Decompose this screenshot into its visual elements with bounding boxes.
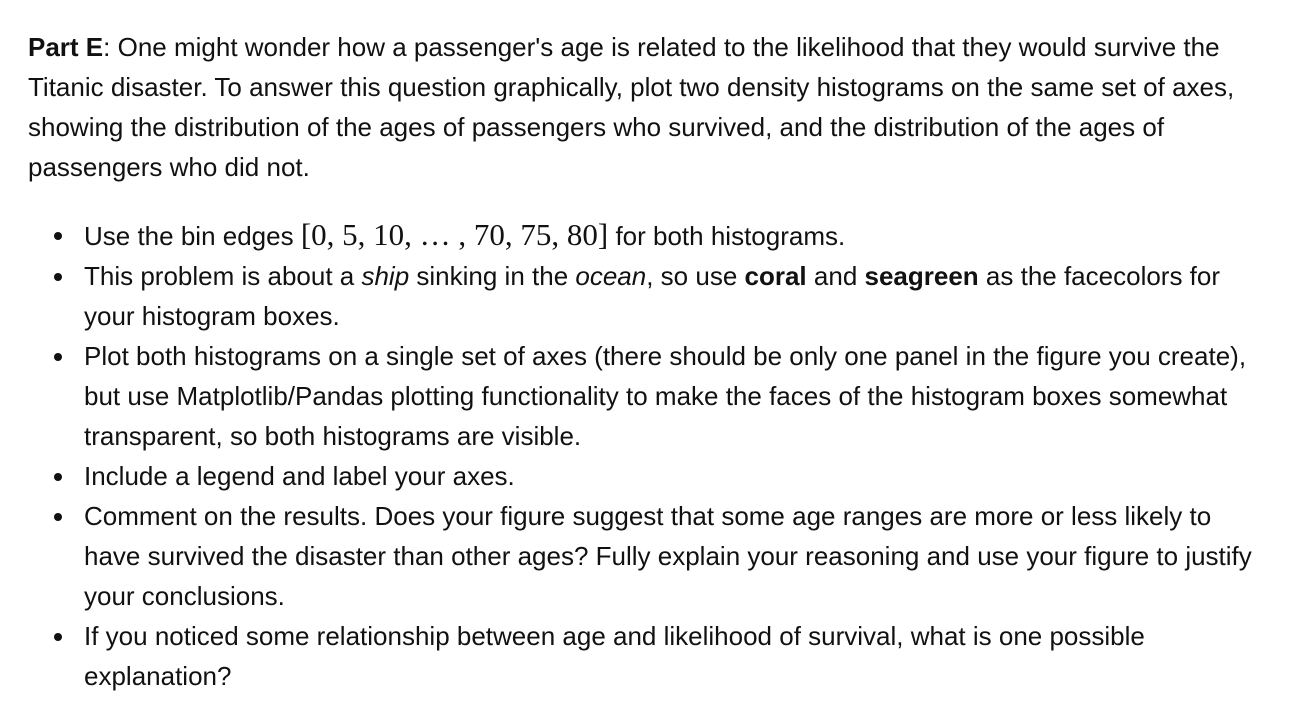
ocean-word: ocean — [575, 261, 647, 291]
bin-edges-text-before: Use the bin edges — [84, 221, 301, 251]
facecolors-text-2: sinking in the — [409, 261, 576, 291]
bullet-icon — [54, 513, 62, 521]
facecolors-text-5: as the facecolors for your histogram boxes. — [84, 261, 1221, 331]
bullet-icon — [54, 232, 62, 240]
part-label-colon: : — [103, 32, 111, 62]
ship-word: ship — [361, 261, 410, 291]
facecolors-text-3: , so use — [646, 261, 745, 291]
bullet-icon — [54, 473, 62, 481]
instructions-list — [28, 215, 1274, 696]
bullet-icon — [54, 633, 62, 641]
list-item-explanation — [84, 616, 1274, 696]
intro-text: One might wonder how a passenger's age is related to the likelihood that they would survive the Titanic disaster. To answer this question graphically, plot two density histograms on the same set of axes, showing the distribution of the ages of passengers who survived, and the distribution of the ages of passengers who did not. — [28, 32, 1235, 182]
list-item-legend — [84, 456, 1274, 496]
intro-paragraph — [28, 27, 1274, 187]
part-label: Part E — [28, 32, 104, 62]
bin-edges-math: [0, 5, 10, … , 70, 75, 80] — [300, 217, 609, 252]
legend-text: Include a legend and label your axes. — [84, 461, 515, 491]
list-item-single-axes — [84, 336, 1274, 456]
explanation-text: If you noticed some relationship between age and likelihood of survival, what is one possible explanation? — [84, 621, 1145, 691]
bullet-icon — [54, 353, 62, 361]
single-axes-text: Plot both histograms on a single set of axes (there should be only one panel in the figure you create), but use Matplotlib/Pandas plotting functionality to make the faces of the histogram boxes somewhat transparent, so both histograms are visible. — [84, 341, 1247, 451]
list-item-bin-edges — [84, 215, 1274, 256]
facecolors-text-1: This problem is about a — [84, 261, 362, 291]
comment-text: Comment on the results. Does your figure suggest that some age ranges are more or less likely to have survived the disaster than other ages? Fully explain your reasoning and use your figure to justify your conclusions. — [84, 501, 1252, 611]
facecolors-text-4: and — [806, 261, 865, 291]
list-item-comment — [84, 496, 1274, 616]
bullet-icon — [54, 273, 62, 281]
seagreen-word: seagreen — [864, 261, 979, 291]
bin-edges-text-after: for both histograms. — [608, 221, 846, 251]
coral-word: coral — [744, 261, 807, 291]
list-item-facecolors — [84, 256, 1274, 336]
